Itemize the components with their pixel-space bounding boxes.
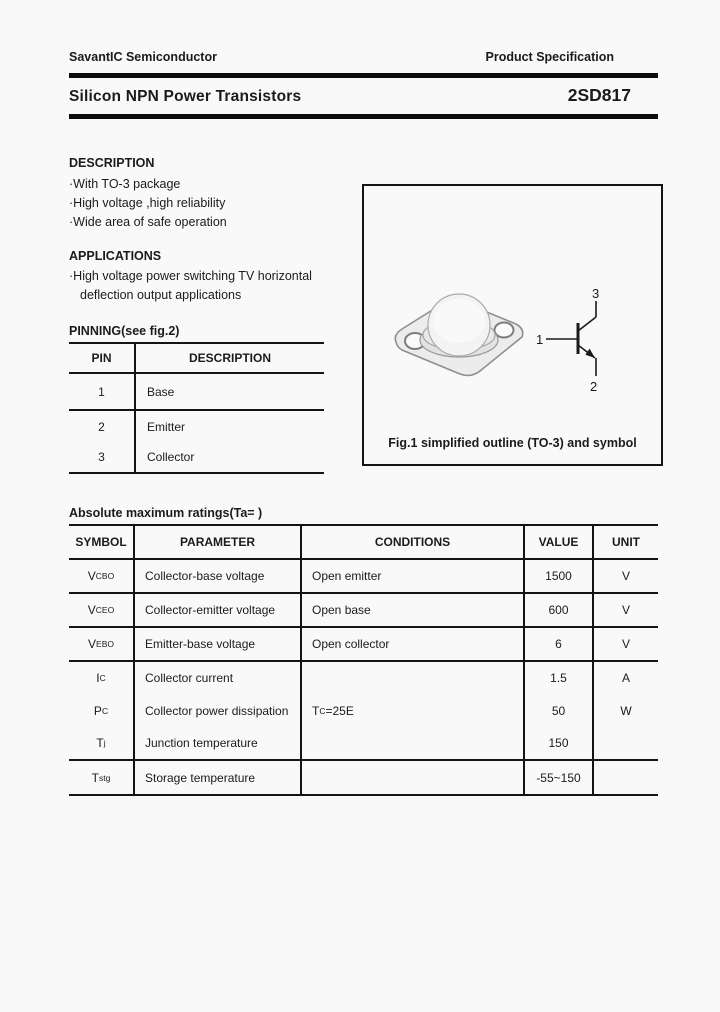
- applications-heading: APPLICATIONS: [69, 249, 162, 263]
- pin-number: 2: [98, 419, 105, 434]
- unit: [594, 727, 658, 759]
- symbol-base: P: [93, 703, 102, 718]
- symbol-cell: [69, 662, 133, 759]
- description-heading: DESCRIPTION: [69, 156, 155, 170]
- value: 150: [548, 736, 569, 750]
- col-symbol: SYMBOL: [75, 535, 127, 549]
- description-item: ·High voltage ,high reliability: [69, 196, 226, 210]
- symbol: [69, 695, 133, 727]
- pinning-col-pin: PIN: [91, 351, 112, 365]
- symbol-base: V: [87, 603, 96, 617]
- vendor-name: SavantIC Semiconductor: [69, 50, 217, 64]
- pinning-heading: PINNING(see fig.2): [69, 324, 180, 338]
- value-cell: -55~150: [523, 761, 592, 794]
- abs-max-ratings-table: [69, 524, 658, 796]
- condition-base: T: [312, 703, 320, 718]
- symbol-cell: [69, 594, 133, 626]
- symbol-base: T: [91, 770, 99, 785]
- header-rule-bottom: [69, 114, 658, 119]
- symbol-subscript: CBO: [95, 571, 115, 581]
- pin-number: 3: [98, 450, 105, 464]
- unit: A: [621, 671, 630, 685]
- pinning-col-description: DESCRIPTION: [134, 344, 324, 372]
- applications-line: deflection output applications: [80, 288, 242, 302]
- symbol-base: V: [88, 637, 97, 651]
- parameter: Junction temperature: [145, 736, 258, 750]
- condition-subscript: C: [319, 705, 326, 716]
- symbol-cell: [69, 560, 133, 592]
- parameter-cell: Collector-base voltage: [133, 560, 300, 592]
- parameter-cell: Collector-emitter voltage: [133, 594, 300, 626]
- symbol-base: T: [96, 736, 104, 750]
- value: 1.5: [550, 671, 567, 685]
- symbol-pin-label-collector: 3: [592, 286, 600, 301]
- table-row: [69, 374, 324, 411]
- symbol-subscript: CEO: [95, 605, 115, 615]
- symbol-base: V: [87, 569, 96, 583]
- pin-description: Base: [134, 374, 324, 409]
- col-conditions: CONDITIONS: [300, 526, 523, 558]
- parameter: Collector current: [145, 671, 234, 685]
- symbol-cell: [69, 628, 133, 660]
- symbol-pin-label-base: 1: [536, 332, 544, 347]
- pin-number: 1: [98, 384, 105, 399]
- symbol-subscript: j: [103, 738, 106, 748]
- conditions-cell: [300, 761, 523, 794]
- table-row: [69, 442, 324, 472]
- unit-cell: V: [592, 628, 658, 660]
- conditions-cell: Open base: [300, 594, 523, 626]
- symbol-subscript: EBO: [96, 639, 114, 649]
- table-row-group: [69, 662, 658, 761]
- col-unit: UNIT: [592, 526, 658, 558]
- col-value: VALUE: [523, 526, 592, 558]
- parameter: Collector power dissipation: [145, 703, 289, 718]
- pinning-table: [69, 342, 324, 474]
- condition-rest: =25E: [325, 703, 354, 718]
- symbol-cell: [69, 761, 133, 794]
- npn-transistor-symbol: [532, 286, 644, 394]
- conditions-cell: Open emitter: [300, 560, 523, 592]
- to3-package-drawing: [388, 284, 533, 386]
- symbol: [69, 662, 133, 694]
- unit-cell: V: [592, 594, 658, 626]
- unit-cell: V: [592, 560, 658, 592]
- document-title: Silicon NPN Power Transistors: [69, 88, 302, 105]
- table-row: [69, 411, 324, 442]
- parameter-cell: [133, 662, 300, 759]
- header-rule-top: [69, 73, 658, 78]
- product-spec-label: Product Specification: [485, 50, 614, 64]
- value-cell: 1500: [523, 560, 592, 592]
- table-row: [69, 761, 658, 794]
- table-row: [69, 628, 658, 662]
- part-number: 2SD817: [567, 85, 631, 105]
- description-list: [69, 175, 227, 232]
- description-item: ·Wide area of safe operation: [69, 215, 227, 229]
- table-row: [69, 594, 658, 628]
- conditions-cell: [300, 662, 523, 759]
- unit-cell: [592, 761, 658, 794]
- value-cell: 6: [523, 628, 592, 660]
- applications-line: ·High voltage power switching TV horizontal: [69, 269, 312, 283]
- pin-description: Emitter: [134, 411, 324, 442]
- pin-description: Collector: [134, 442, 324, 472]
- symbol: [69, 727, 133, 759]
- symbol-base: I: [96, 671, 100, 685]
- unit: W: [620, 703, 632, 718]
- col-parameter: PARAMETER: [133, 526, 300, 558]
- value-cell: 600: [523, 594, 592, 626]
- table-row: [69, 560, 658, 594]
- description-item: ·With TO-3 package: [69, 177, 181, 191]
- symbol-subscript: stg: [99, 772, 111, 783]
- figure-caption: Fig.1 simplified outline (TO-3) and symbol: [388, 436, 637, 450]
- abs-max-ratings-heading: Absolute maximum ratings(Ta= ): [69, 506, 263, 520]
- symbol-subscript: C: [99, 673, 106, 683]
- pinning-header-row: [69, 344, 324, 374]
- value: 50: [551, 703, 566, 718]
- parameter-cell: Emitter-base voltage: [133, 628, 300, 660]
- unit-cell: [592, 662, 658, 759]
- abs-table-header-row: [69, 526, 658, 560]
- value-cell: [523, 662, 592, 759]
- symbol-subscript: C: [101, 705, 109, 716]
- symbol-pin-label-emitter: 2: [590, 379, 598, 394]
- conditions-cell: Open collector: [300, 628, 523, 660]
- figure-1-box: [362, 184, 663, 466]
- parameter-cell: Storage temperature: [133, 761, 300, 794]
